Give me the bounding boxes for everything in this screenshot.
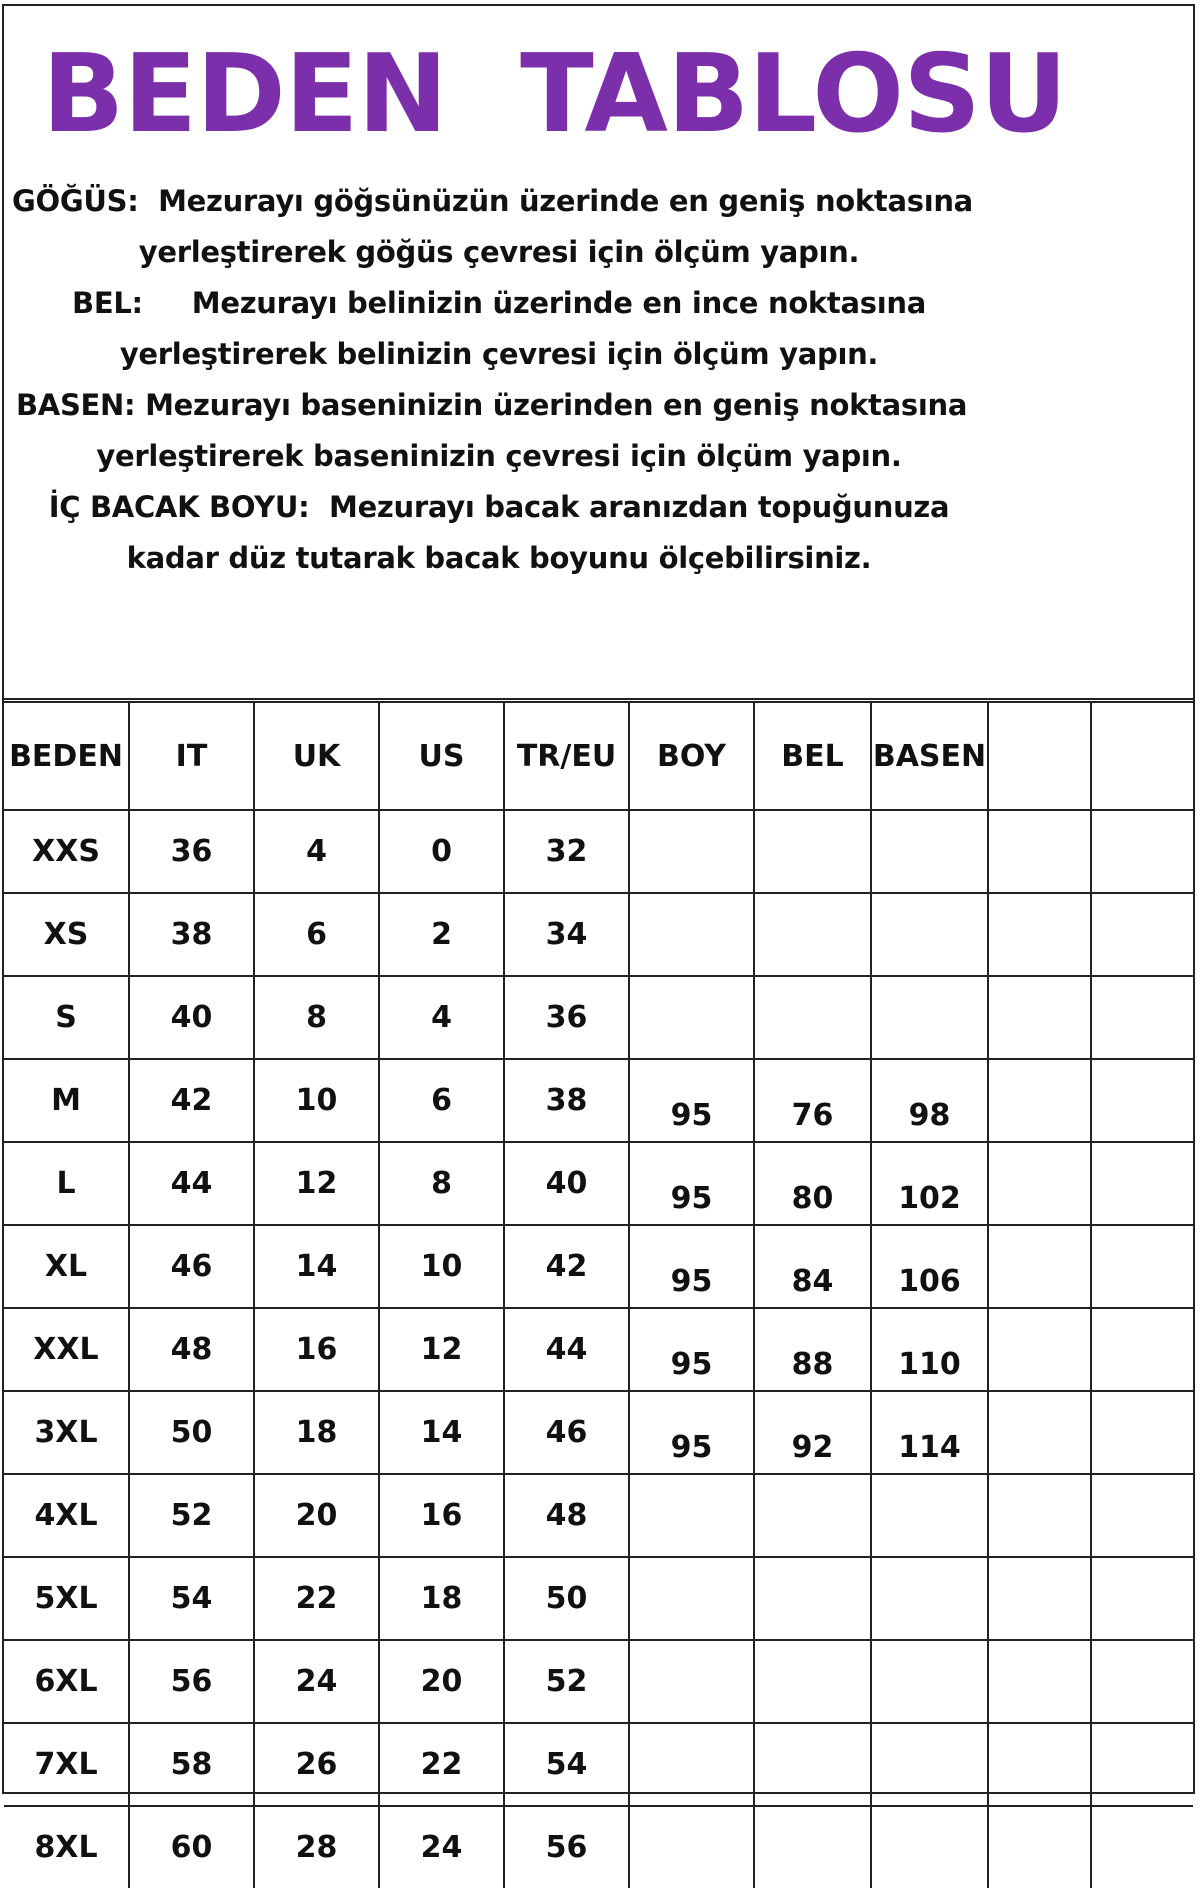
table-cell: 20 <box>254 1474 379 1557</box>
table-cell: 40 <box>504 1142 629 1225</box>
table-cell: 38 <box>129 893 254 976</box>
table-cell <box>871 1723 988 1806</box>
table-cell: 4 <box>379 976 504 1059</box>
table-cell: 102 <box>871 1142 988 1225</box>
table-cell: 6XL <box>4 1640 129 1723</box>
table-cell: 10 <box>254 1059 379 1142</box>
table-cell: 32 <box>504 810 629 893</box>
table-cell: 10 <box>379 1225 504 1308</box>
table-cell: 42 <box>129 1059 254 1142</box>
table-row <box>4 810 1193 893</box>
table-cell: 50 <box>129 1391 254 1474</box>
table-row <box>4 976 1193 1059</box>
table-cell: 54 <box>504 1723 629 1806</box>
table-cell: 92 <box>754 1391 871 1474</box>
header-row <box>4 703 1193 810</box>
table-cell: 52 <box>504 1640 629 1723</box>
table-cell: 24 <box>379 1806 504 1888</box>
table-cell: 5XL <box>4 1557 129 1640</box>
table-cell: 36 <box>129 810 254 893</box>
table-row <box>4 1557 1193 1640</box>
table-cell <box>988 1142 1091 1225</box>
table-cell: 40 <box>129 976 254 1059</box>
table-cell <box>754 1474 871 1557</box>
table-cell: 4XL <box>4 1474 129 1557</box>
column-header: US <box>379 703 504 810</box>
table-cell: 106 <box>871 1225 988 1308</box>
table-cell: 16 <box>379 1474 504 1557</box>
table-cell <box>1091 1059 1193 1142</box>
table-cell <box>1091 1640 1193 1723</box>
instruction-chest-cont: yerleştirerek göğüs çevresi için ölçüm yapın. <box>138 235 860 269</box>
table-cell: 95 <box>629 1391 754 1474</box>
table-cell: 80 <box>754 1142 871 1225</box>
table-row <box>4 1640 1193 1723</box>
table-cell: XXS <box>4 810 129 893</box>
table-cell <box>754 893 871 976</box>
table-cell: XL <box>4 1225 129 1308</box>
measurement-instructions <box>4 176 994 584</box>
column-header: BEDEN <box>4 703 129 810</box>
table-cell <box>1091 1308 1193 1391</box>
table-row <box>4 1225 1193 1308</box>
table-cell <box>754 976 871 1059</box>
table-cell: 12 <box>379 1308 504 1391</box>
instruction-chest: GÖĞÜS: Mezurayı göğsünüzün üzerinde en geniş noktasına <box>12 184 973 218</box>
table-cell: 58 <box>129 1723 254 1806</box>
table-cell: XS <box>4 893 129 976</box>
table-cell: 7XL <box>4 1723 129 1806</box>
table-cell <box>1091 1142 1193 1225</box>
column-header: TR/EU <box>504 703 629 810</box>
table-cell <box>1091 1557 1193 1640</box>
column-header <box>1091 703 1193 810</box>
table-cell <box>629 976 754 1059</box>
table-cell <box>629 893 754 976</box>
table-cell <box>629 1474 754 1557</box>
table-cell <box>754 810 871 893</box>
table-cell: 84 <box>754 1225 871 1308</box>
table-cell: 6 <box>379 1059 504 1142</box>
table-cell: 54 <box>129 1557 254 1640</box>
table-cell: 76 <box>754 1059 871 1142</box>
table-cell <box>629 1640 754 1723</box>
table-cell: 34 <box>504 893 629 976</box>
table-cell <box>754 1723 871 1806</box>
table-cell: 48 <box>504 1474 629 1557</box>
table-cell <box>1091 1391 1193 1474</box>
table-cell <box>754 1557 871 1640</box>
table-cell: 98 <box>871 1059 988 1142</box>
table-cell <box>1091 893 1193 976</box>
instruction-waist: BEL: Mezurayı belinizin üzerinde en ince noktasına <box>72 286 926 320</box>
table-cell <box>988 1806 1091 1888</box>
table-cell: 18 <box>379 1557 504 1640</box>
size-table <box>4 703 1193 1888</box>
table-cell <box>988 1225 1091 1308</box>
table-cell <box>629 810 754 893</box>
instruction-hip-cont: yerleştirerek baseninizin çevresi için ölçüm yapın. <box>96 439 902 473</box>
table-cell: 0 <box>379 810 504 893</box>
instruction-waist-cont: yerleştirerek belinizin çevresi için ölçüm yapın. <box>119 337 879 371</box>
table-cell <box>988 893 1091 976</box>
table-row <box>4 893 1193 976</box>
table-cell: 44 <box>504 1308 629 1391</box>
table-cell: 56 <box>504 1806 629 1888</box>
table-cell: 2 <box>379 893 504 976</box>
table-row <box>4 1474 1193 1557</box>
table-cell: 8 <box>379 1142 504 1225</box>
instruction-inseam-cont: kadar düz tutarak bacak boyunu ölçebilirsiniz. <box>126 541 872 575</box>
table-cell: 38 <box>504 1059 629 1142</box>
table-cell <box>629 1557 754 1640</box>
page-title: BEDEN TABLOSU <box>42 32 1067 157</box>
table-row <box>4 1723 1193 1806</box>
table-cell: 6 <box>254 893 379 976</box>
table-cell: 20 <box>379 1640 504 1723</box>
table-cell: 24 <box>254 1640 379 1723</box>
table-cell: 95 <box>629 1225 754 1308</box>
table-cell <box>988 976 1091 1059</box>
table-cell <box>871 976 988 1059</box>
table-cell: 14 <box>379 1391 504 1474</box>
table-cell <box>988 1059 1091 1142</box>
table-cell: 26 <box>254 1723 379 1806</box>
table-cell: 95 <box>629 1142 754 1225</box>
table-cell: 110 <box>871 1308 988 1391</box>
table-cell <box>988 1557 1091 1640</box>
column-header: BOY <box>629 703 754 810</box>
table-cell <box>988 810 1091 893</box>
table-cell <box>871 810 988 893</box>
instruction-hip: BASEN: Mezurayı baseninizin üzerinden en geniş noktasına <box>16 388 968 422</box>
table-cell <box>1091 1806 1193 1888</box>
table-cell: 8 <box>254 976 379 1059</box>
table-cell: 18 <box>254 1391 379 1474</box>
table-cell: 16 <box>254 1308 379 1391</box>
table-cell: 46 <box>129 1225 254 1308</box>
table-cell <box>871 1474 988 1557</box>
table-row <box>4 1391 1193 1474</box>
column-header <box>988 703 1091 810</box>
table-cell <box>1091 1723 1193 1806</box>
table-header <box>4 703 1193 810</box>
table-cell <box>1091 1225 1193 1308</box>
table-cell <box>988 1391 1091 1474</box>
table-cell <box>1091 976 1193 1059</box>
table-cell <box>871 1640 988 1723</box>
table-cell <box>871 1806 988 1888</box>
table-cell <box>1091 810 1193 893</box>
table-cell: 52 <box>129 1474 254 1557</box>
column-header: BASEN <box>871 703 988 810</box>
column-header: UK <box>254 703 379 810</box>
table-cell: 14 <box>254 1225 379 1308</box>
table-cell: 3XL <box>4 1391 129 1474</box>
table-cell: 4 <box>254 810 379 893</box>
table-cell: 46 <box>504 1391 629 1474</box>
table-cell: 12 <box>254 1142 379 1225</box>
table-cell: 95 <box>629 1308 754 1391</box>
table-cell: 60 <box>129 1806 254 1888</box>
table-cell <box>629 1723 754 1806</box>
table-cell: L <box>4 1142 129 1225</box>
table-cell: 42 <box>504 1225 629 1308</box>
table-row <box>4 1059 1193 1142</box>
table-cell <box>871 893 988 976</box>
size-table-wrapper <box>4 698 1193 1888</box>
table-cell: 28 <box>254 1806 379 1888</box>
table-cell: 22 <box>379 1723 504 1806</box>
table-cell: 36 <box>504 976 629 1059</box>
table-cell <box>754 1806 871 1888</box>
table-cell <box>754 1640 871 1723</box>
table-cell <box>1091 1474 1193 1557</box>
table-cell <box>988 1723 1091 1806</box>
table-cell <box>629 1806 754 1888</box>
table-cell <box>988 1474 1091 1557</box>
table-row <box>4 1142 1193 1225</box>
table-cell: 48 <box>129 1308 254 1391</box>
column-header: BEL <box>754 703 871 810</box>
table-cell: 114 <box>871 1391 988 1474</box>
instruction-inseam: İÇ BACAK BOYU: Mezurayı bacak aranızdan topuğunuza <box>48 490 950 524</box>
size-chart-sheet <box>2 4 1195 1865</box>
table-cell: 50 <box>504 1557 629 1640</box>
table-cell: 95 <box>629 1059 754 1142</box>
table-cell: 44 <box>129 1142 254 1225</box>
table-cell <box>871 1557 988 1640</box>
table-cell: 88 <box>754 1308 871 1391</box>
table-row <box>4 1308 1193 1391</box>
table-cell <box>988 1308 1091 1391</box>
table-cell: S <box>4 976 129 1059</box>
table-body <box>4 810 1193 1888</box>
table-cell: 8XL <box>4 1806 129 1888</box>
table-cell: XXL <box>4 1308 129 1391</box>
table-cell <box>988 1640 1091 1723</box>
table-cell: M <box>4 1059 129 1142</box>
table-cell: 22 <box>254 1557 379 1640</box>
column-header: IT <box>129 703 254 810</box>
table-row <box>4 1806 1193 1888</box>
table-cell: 56 <box>129 1640 254 1723</box>
